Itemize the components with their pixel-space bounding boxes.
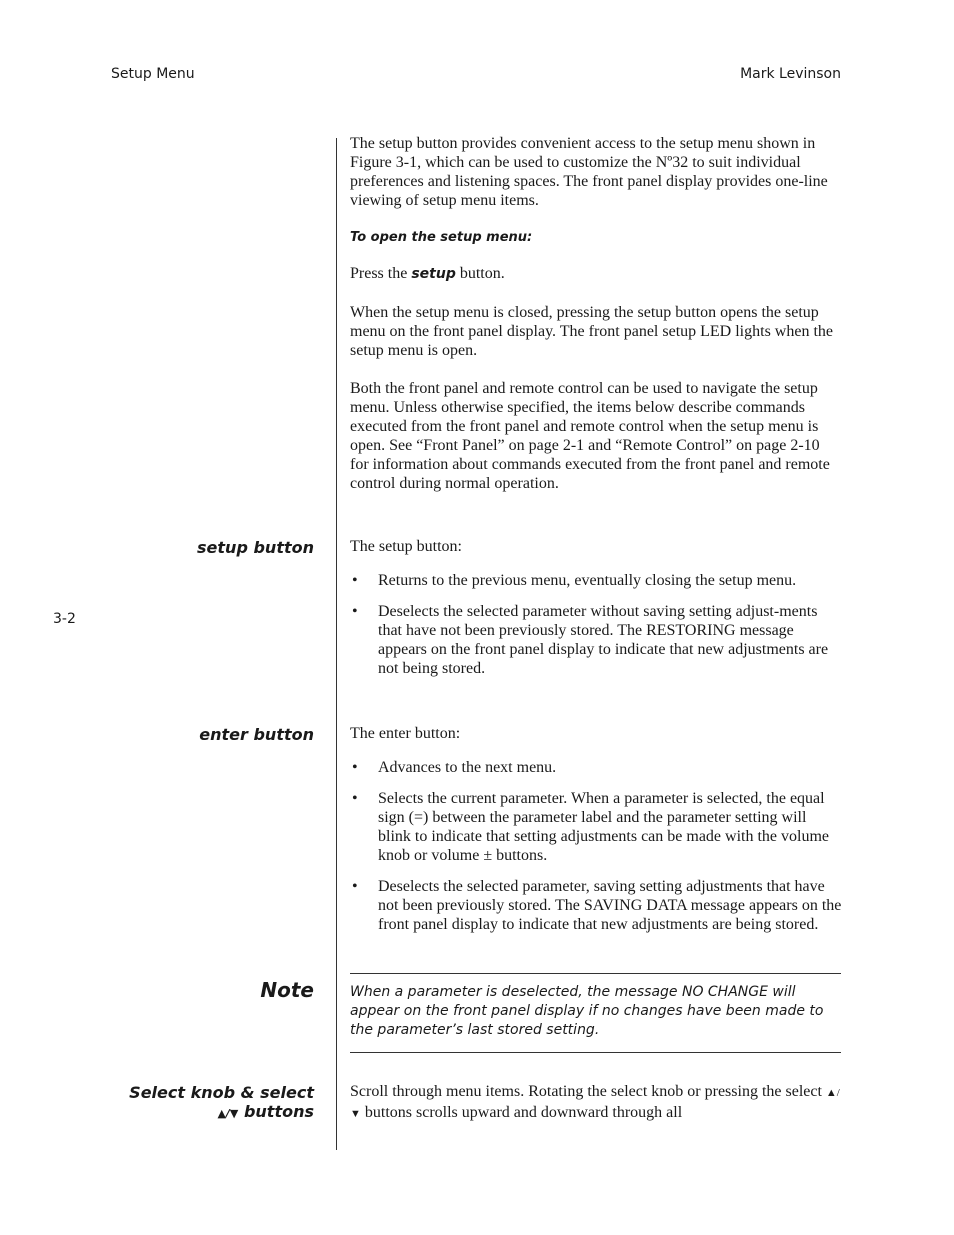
note-bottom-rule [350,1052,841,1053]
running-header-left: Setup Menu [111,66,195,82]
page-number: 3-2 [53,611,76,627]
navigation-paragraph: Both the front panel and remote control can be used to navigate the setup menu. Unless otherwise specified, the items below describe commands executed from the front panel and remote control when the setup menu is open. See “Front Panel” on page 2-1 and “Remote Control” on page 2-10 for information about commands executed from the front panel and remote control during normal operation. [350,380,830,492]
bullet: • [352,603,358,620]
menu-open-paragraph: When the setup menu is closed, pressing the setup button opens the setup menu on the front panel display. The front panel setup LED lights when the setup menu is open. [350,304,833,359]
setup-button-heading: setup button [197,538,314,557]
enter-button-section [350,724,842,934]
note-heading: Note [260,978,314,1002]
list-item: • Returns to the previous menu, eventually closing the setup menu. [352,572,797,589]
up-down-arrows-icon: ▲/▼ [217,1107,239,1120]
select-knob-paragraph: Scroll through menu items. Rotating the select knob or pressing the select ▲/▼ buttons scrolls upward and downward through all [350,1083,840,1121]
list-item: • Selects the current parameter. When a parameter is selected, the equal sign (=) between the parameter label and the parameter setting will blink to indicate that setting adjustments can be made with the volume knob or volume ± buttons. [352,790,830,864]
press-setup-instruction: Press the setup button. [350,265,505,282]
up-down-arrows-icon: ▲/▼ [350,1087,840,1120]
bullet: • [352,759,358,776]
setup-keyword: setup [411,266,456,282]
enter-button-lead: The enter button: [350,725,461,742]
note-text: When a parameter is deselected, the message NO CHANGE will appear on the front panel display if no changes have been made to the parameter’s last stored setting. [350,984,824,1038]
setup-button-section [350,537,842,678]
column-divider [336,138,337,1150]
select-knob-heading [129,1083,314,1123]
setup-button-lead: The setup button: [350,538,462,555]
list-item: • Deselects the selected parameter, saving setting adjustments that have not been previously stored. The SAVING DATA message appears on the front panel display to indicate that new adjustments are being stored. [352,878,842,933]
bullet: • [352,790,358,807]
select-knob-heading-line1: Select knob & select [129,1083,314,1102]
bullet: • [352,572,358,589]
bullet: • [352,878,358,895]
intro-paragraph: The setup button provides convenient access to the setup menu shown in Figure 3-1, which can be used to customize the Nº32 to suit individual preferences and listening spaces. The front panel display provides one-line viewing of setup menu items. [350,135,828,209]
list-item: • Advances to the next menu. [352,759,557,776]
select-knob-heading-line2: ▲/▼ buttons [217,1102,314,1121]
enter-button-heading: enter button [199,725,314,744]
list-item: • Deselects the selected parameter without saving setting adjust-ments that have not been previously stored. The RESTORING message appears on the front panel display to indicate that new adjustments are not being stored. [352,603,829,677]
note-top-rule [350,973,841,974]
running-header-right: Mark Levinson [740,66,841,82]
open-menu-subheading: To open the setup menu: [350,230,533,245]
intro-section [350,134,842,493]
select-knob-section [350,1082,842,1124]
